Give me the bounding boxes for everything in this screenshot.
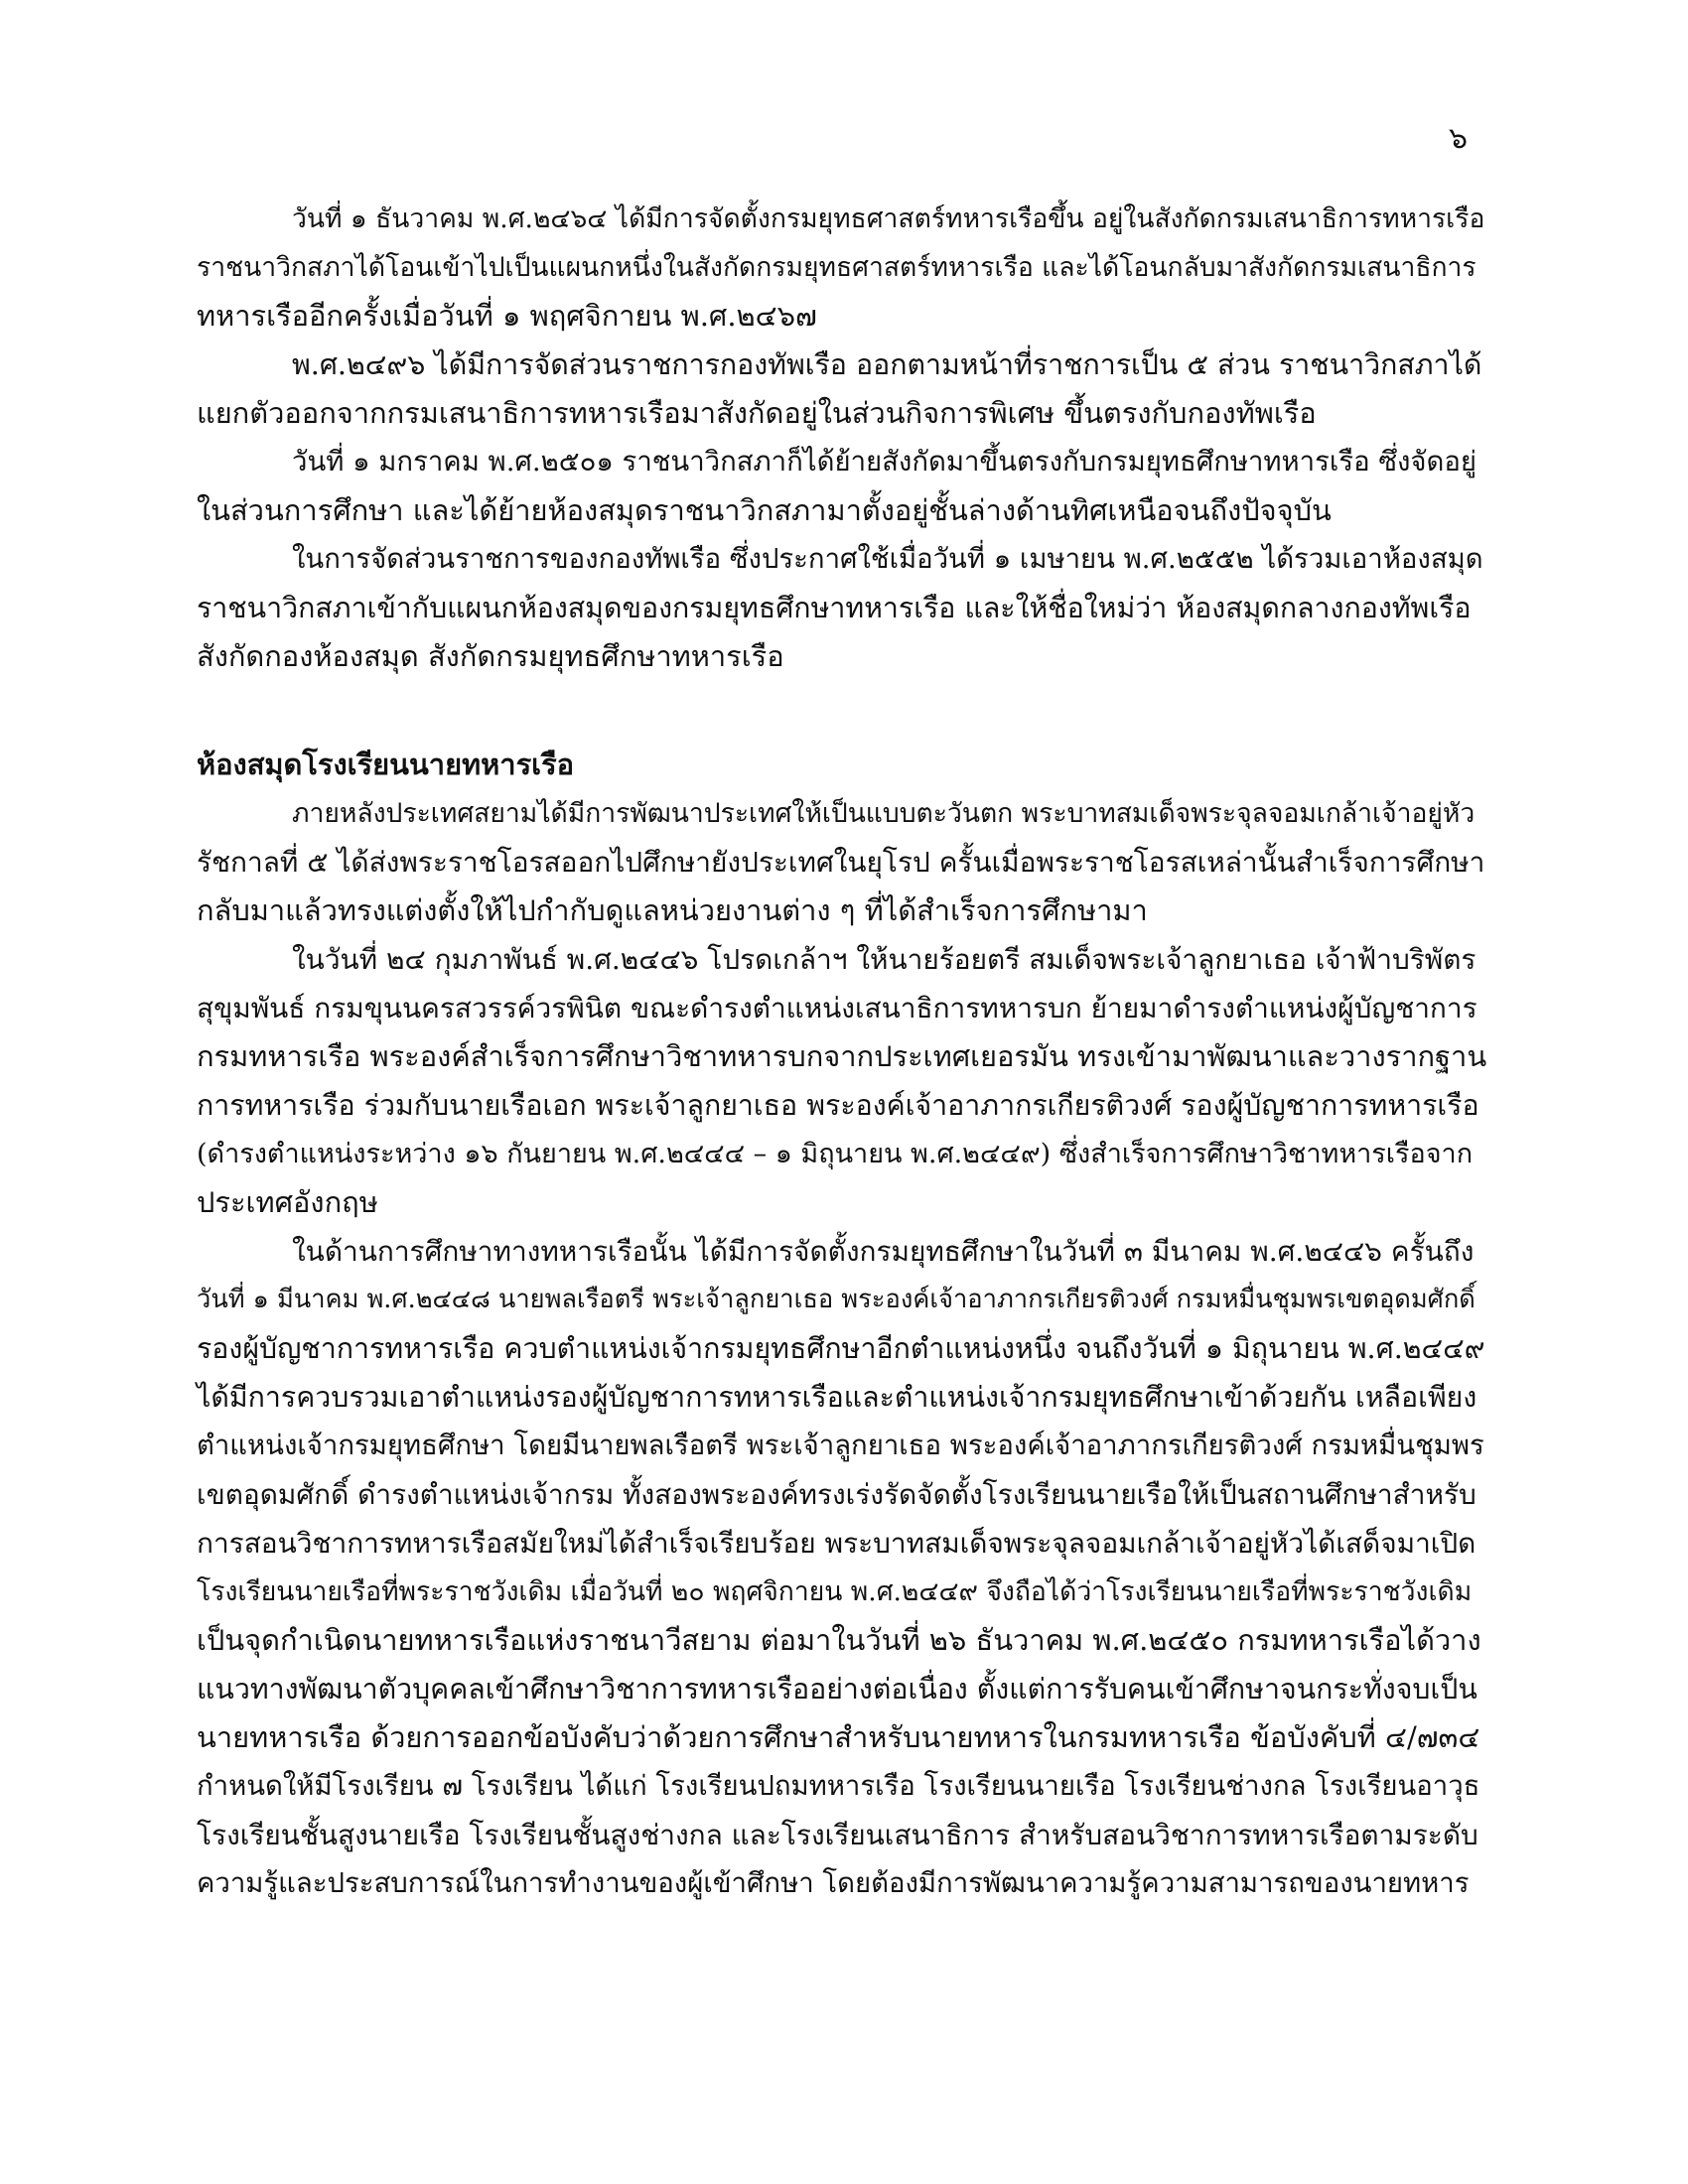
paragraph-line: ได้มีการควบรวมเอาตำแหน่งรองผู้บัญชาการทหารเรือและตำแหน่งเจ้ากรมยุทธศึกษาเข้าด้วยกัน เหลือเพียง (197, 1381, 1477, 1414)
paragraph-line: เขตอุดมศักดิ์ ดำรงตำแหน่งเจ้ากรม ทั้งสองพระองค์ทรงเร่งรัดจัดตั้งโรงเรียนนายเรือให้เป็นสถานศึกษาสำหรับ (197, 1478, 1477, 1511)
paragraph-line: รองผู้บัญชาการทหารเรือ ควบตำแหน่งเจ้ากรมยุทธศึกษาอีกตำแหน่งหนึ่ง จนถึงวันที่ ๑ มิถุนายน พ.ศ.๒๔๔๙ (197, 1332, 1485, 1365)
paragraph (197, 789, 1489, 935)
paragraph-line: เป็นจุดกำเนิดนายทหารเรือแห่งราชนาวีสยาม ต่อมาในวันที่ ๒๖ ธันวาคม พ.ศ.๒๔๕๐ กรมทหารเรือได้วาง (197, 1623, 1481, 1657)
paragraph-line: แนวทางพัฒนาตัวบุคคลเข้าศึกษาวิชาการทหารเรืออย่างต่อเนื่อง ตั้งแต่การรับคนเข้าศึกษาจนกระทั่งจบเป็น (197, 1673, 1477, 1706)
section-heading: ห้องสมุดโรงเรียนนายทหารเรือ (197, 748, 575, 781)
paragraph-line: กำหนดให้มีโรงเรียน ๗ โรงเรียน ได้แก่ โรงเรียนปถมทหารเรือ โรงเรียนนายเรือ โรงเรียนช่างกล โรงเรียนอาวุธ (197, 1770, 1480, 1802)
paragraph (197, 935, 1489, 1227)
paragraph-line: กรมทหารเรือ พระองค์สำเร็จการศึกษาวิชาทหารบกจากประเทศเยอรมัน ทรงเข้ามาพัฒนาและวางรากฐาน (197, 1039, 1487, 1073)
paragraph (197, 438, 1489, 535)
paragraph-line: (ดำรงตำแหน่งระหว่าง ๑๖ กันยายน พ.ศ.๒๔๔๔ – ๑ มิถุนายน พ.ศ.๒๔๔๙) ซึ่งสำเร็จการศึกษาวิชาทหารเรือจาก (197, 1139, 1474, 1169)
page-number: ๖ (1448, 121, 1468, 156)
paragraph-line: รัชกาลที่ ๕ ได้ส่งพระราชโอรสออกไปศึกษายังประเทศในยุโรป ครั้นเมื่อพระราชโอรสเหล่านั้นสำเร็จการศึกษา (197, 846, 1485, 879)
paragraph-line: ในส่วนการศึกษา และได้ย้ายห้องสมุดราชนาวิกสภามาตั้งอยู่ชั้นล่างด้านทิศเหนือจนถึงปัจจุบัน (197, 493, 1332, 527)
paragraph-line: วันที่ ๑ ธันวาคม พ.ศ.๒๔๖๔ ได้มีการจัดตั้งกรมยุทธศาสตร์ทหารเรือขึ้น อยู่ในสังกัดกรมเสนาธิการทหารเรือ (292, 204, 1485, 234)
paragraph (197, 195, 1489, 341)
paragraph-line: ทหารเรืออีกครั้งเมื่อวันที่ ๑ พฤศจิกายน พ.ศ.๒๔๖๗ (197, 299, 817, 333)
paragraph-line: โรงเรียนชั้นสูงนายเรือ โรงเรียนชั้นสูงช่างกล และโรงเรียนเสนาธิการ สำหรับสอนวิชาการทหารเรือตามระดับ (197, 1819, 1478, 1851)
paragraph-line: ในวันที่ ๒๔ กุมภาพันธ์ พ.ศ.๒๔๔๖ โปรดเกล้าฯ ให้นายร้อยตรี สมเด็จพระเจ้าลูกยาเธอ เจ้าฟ้าบริพัตร (292, 943, 1477, 976)
paragraph-line: วันที่ ๑ มกราคม พ.ศ.๒๕๐๑ ราชนาวิกสภาก็ได้ย้ายสังกัดมาขึ้นตรงกับกรมยุทธศึกษาทหารเรือ ซึ่งจัดอยู่ (292, 446, 1477, 478)
paragraph-line: สังกัดกองห้องสมุด สังกัดกรมยุทธศึกษาทหารเรือ (197, 639, 784, 673)
paragraph-line: แยกตัวออกจากกรมเสนาธิการทหารเรือมาสังกัดอยู่ในส่วนกิจการพิเศษ ขึ้นตรงกับกองทัพเรือ (197, 396, 1317, 430)
paragraph (197, 535, 1489, 681)
paragraphs-after-heading (197, 789, 1489, 1908)
paragraph-line: วันที่ ๑ มีนาคม พ.ศ.๒๔๔๘ นายพลเรือตรี พระเจ้าลูกยาเธอ พระองค์เจ้าอาภากรเกียรติวงศ์ กรมหมื่นชุมพรเขตอุดมศักดิ์ (197, 1285, 1476, 1314)
paragraph-line: ราชนาวิกสภาได้โอนเข้าไปเป็นแผนกหนึ่งในสังกัดกรมยุทธศาสตร์ทหารเรือ และได้โอนกลับมาสังกัดกรมเสนาธิการ (197, 252, 1477, 283)
paragraph-line: ในด้านการศึกษาทางทหารเรือนั้น ได้มีการจัดตั้งกรมยุทธศึกษาในวันที่ ๓ มีนาคม พ.ศ.๒๔๔๖ ครั้นถึง (292, 1235, 1475, 1268)
paragraph-line: กลับมาแล้วทรงแต่งตั้งให้ไปกำกับดูแลหน่วยงานต่าง ๆ ที่ได้สำเร็จการศึกษามา (197, 893, 1148, 927)
paragraph-line: โรงเรียนนายเรือที่พระราชวังเดิม เมื่อวันที่ ๒๐ พฤศจิกายน พ.ศ.๒๔๔๙ จึงถือได้ว่าโรงเรียนนายเรือที่พระราชวังเดิม (197, 1576, 1473, 1607)
paragraph-line: ในการจัดส่วนราชการของกองทัพเรือ ซึ่งประกาศใช้เมื่อวันที่ ๑ เมษายน พ.ศ.๒๕๕๒ ได้รวมเอาห้องสมุด (292, 543, 1483, 575)
paragraph-line: ราชนาวิกสภาเข้ากับแผนกห้องสมุดของกรมยุทธศึกษาทหารเรือ และให้ชื่อใหม่ว่า ห้องสมุดกลางกองทัพเรือ (197, 592, 1472, 624)
paragraph-line: พ.ศ.๒๔๙๖ ได้มีการจัดส่วนราชการกองทัพเรือ ออกตามหน้าที่ราชการเป็น ๕ ส่วน ราชนาวิกสภาได้ (292, 348, 1482, 381)
paragraph-line: ประเทศอังกฤษ (197, 1185, 378, 1219)
paragraph-line: นายทหารเรือ ด้วยการออกข้อบังคับว่าด้วยการศึกษาสำหรับนายทหารในกรมทหารเรือ ข้อบังคับที่ ๔/๗๓๔ (197, 1720, 1480, 1754)
paragraph (197, 1227, 1489, 1908)
paragraph-line: ความรู้และประสบการณ์ในการทำงานของผู้เข้าศึกษา โดยต้องมีการพัฒนาความรู้ความสามารถของนายทหาร (197, 1867, 1470, 1899)
document-body (197, 195, 1489, 1908)
paragraph-line: การสอนวิชาการทหารเรือสมัยใหม่ได้สำเร็จเรียบร้อย พระบาทสมเด็จพระจุลจอมเกล้าเจ้าอยู่หัวได้เสด็จมาเปิด (197, 1527, 1477, 1560)
paragraphs-before-heading (197, 195, 1489, 681)
paragraph (197, 341, 1489, 438)
paragraph-line: สุขุมพันธ์ กรมขุนนครสวรรค์วรพินิต ขณะดำรงตำแหน่งเสนาธิการทหารบก ย้ายมาดำรงตำแหน่งผู้บัญชาการ (197, 992, 1477, 1024)
paragraph-line: ภายหลังประเทศสยามได้มีการพัฒนาประเทศให้เป็นแบบตะวันตก พระบาทสมเด็จพระจุลจอมเกล้าเจ้าอยู่หัว (292, 798, 1476, 829)
paragraph-line: ตำแหน่งเจ้ากรมยุทธศึกษา โดยมีนายพลเรือตรี พระเจ้าลูกยาเธอ พระองค์เจ้าอาภากรเกียรติวงศ์ กรมหมื่นชุมพร (197, 1430, 1484, 1461)
paragraph-line: การทหารเรือ ร่วมกับนายเรือเอก พระเจ้าลูกยาเธอ พระองค์เจ้าอาภากรเกียรติวงศ์ รองผู้บัญชาการทหารเรือ (197, 1089, 1479, 1122)
